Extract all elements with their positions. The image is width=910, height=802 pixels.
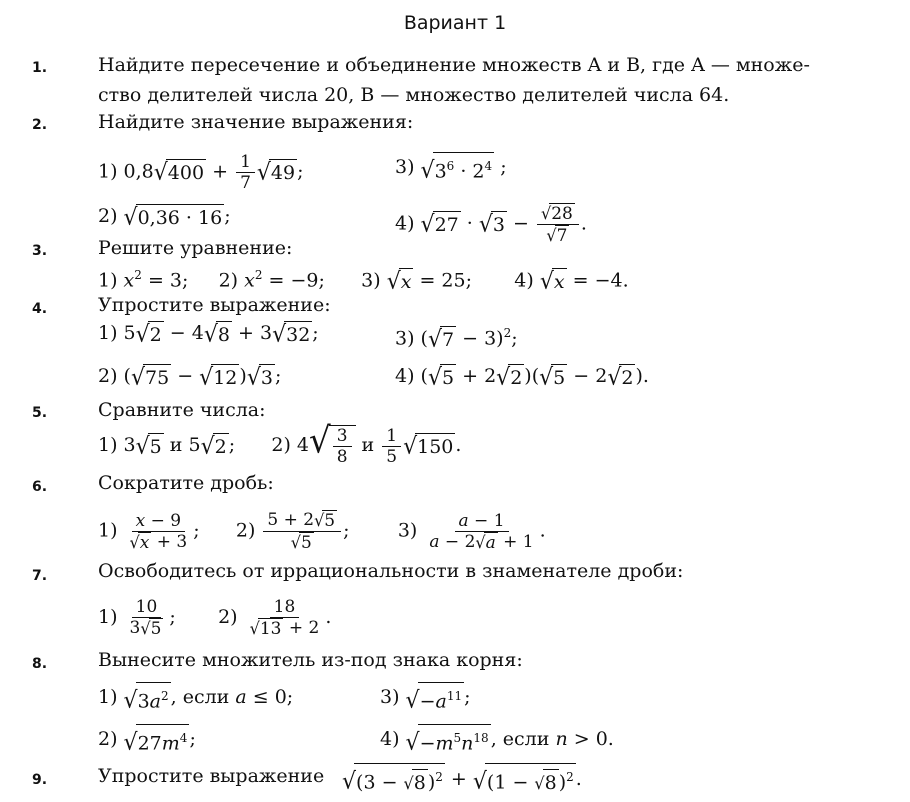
task-8-item-4: 4) $√-m^5n^{18}$ , если n > 0. (380, 724, 614, 756)
task-number: 7. (32, 568, 48, 584)
task-number: 6. (32, 479, 48, 495)
task-5-text: Сравните числа: (98, 399, 266, 421)
task-7-text: Освободитесь от иррациональности в знаменателе дроби: (98, 560, 684, 582)
task-6-text: Сократите дробь: (98, 472, 274, 494)
task-8-item-2: 2) $√27m^4$ ; (98, 724, 196, 756)
task-2-item-2: 2) √0,36 · 16 ; (98, 203, 231, 231)
task-2-text: Найдите значение выражения: (98, 111, 414, 133)
task-2-item-3: 3) $√3^6 \cdot 2^4$ ; (395, 152, 507, 184)
task-4-item-4: 4) (√5 + 2√2 )(√5 − 2√2 ). (395, 363, 649, 391)
task-2-item-4: 4) √27 · √3 − $\frac{√28}{√7}$ . (395, 203, 587, 246)
task-9-text: Упростите выражение (98, 765, 325, 787)
task-5-items: 1) 3√5 и 5√2 ; 2) 4√ $\frac{3}{8}$ и $\frac{1}{5}$ √150 . (98, 419, 462, 467)
task-4-item-3: 3) $(√7 - 3)^2$; (395, 326, 518, 353)
task-number: 4. (32, 301, 48, 317)
task-4-item-1: 1) 5√2 − 4√8 + 3√32 ; (98, 320, 319, 348)
task-number: 2. (32, 117, 48, 133)
task-8-item-3: 3) $√-a^{11}$ ; (380, 682, 471, 714)
page-title: Вариант 1 (403, 12, 507, 34)
task-number: 5. (32, 405, 48, 421)
task-number: 3. (32, 243, 48, 259)
task-1-line-1: Найдите пересечение и объединение множеств A и B, где A — множе- (98, 54, 810, 76)
task-9-expression: √(3 − √8 )$^2$ + √(1 − √8 )$^2$ . (342, 763, 582, 797)
task-2-item-1: 1) 0,8√400 + $\frac{1}{7}$ √49 ; (98, 152, 304, 193)
task-3-text: Решите уравнение: (98, 237, 293, 259)
task-7-items: 1) $\frac{10}{3√5}$ ; 2) $\frac{18}{√13 + 2}$ . (98, 597, 332, 639)
task-number: 8. (32, 656, 48, 672)
task-number: 9. (32, 772, 48, 788)
task-4-text: Упростите выражение: (98, 294, 331, 316)
task-1-line-2: ство делителей числа 20, B — множество делителей числа 64. (98, 84, 730, 106)
task-8-text: Вынесите множитель из-под знака корня: (98, 649, 523, 671)
task-8-item-1: 1) $√3a^2$ , если a ≤ 0; (98, 682, 293, 714)
task-3-items: 1) $x^2 = 3$; 2) $x^2 = -9$; 3) √x = 25; 4) √x = −4. (98, 268, 629, 295)
task-6-items: 1) $\frac{x - 9}{√x + 3}$ ; 2) $\frac{5 + 2√5}{√5}$ ; 3) $\frac{a - 1}{a - 2√a + 1}$ . (98, 510, 546, 553)
task-4-item-2: 2) (√75 − √12 )√3 ; (98, 363, 282, 391)
task-number: 1. (32, 60, 48, 76)
